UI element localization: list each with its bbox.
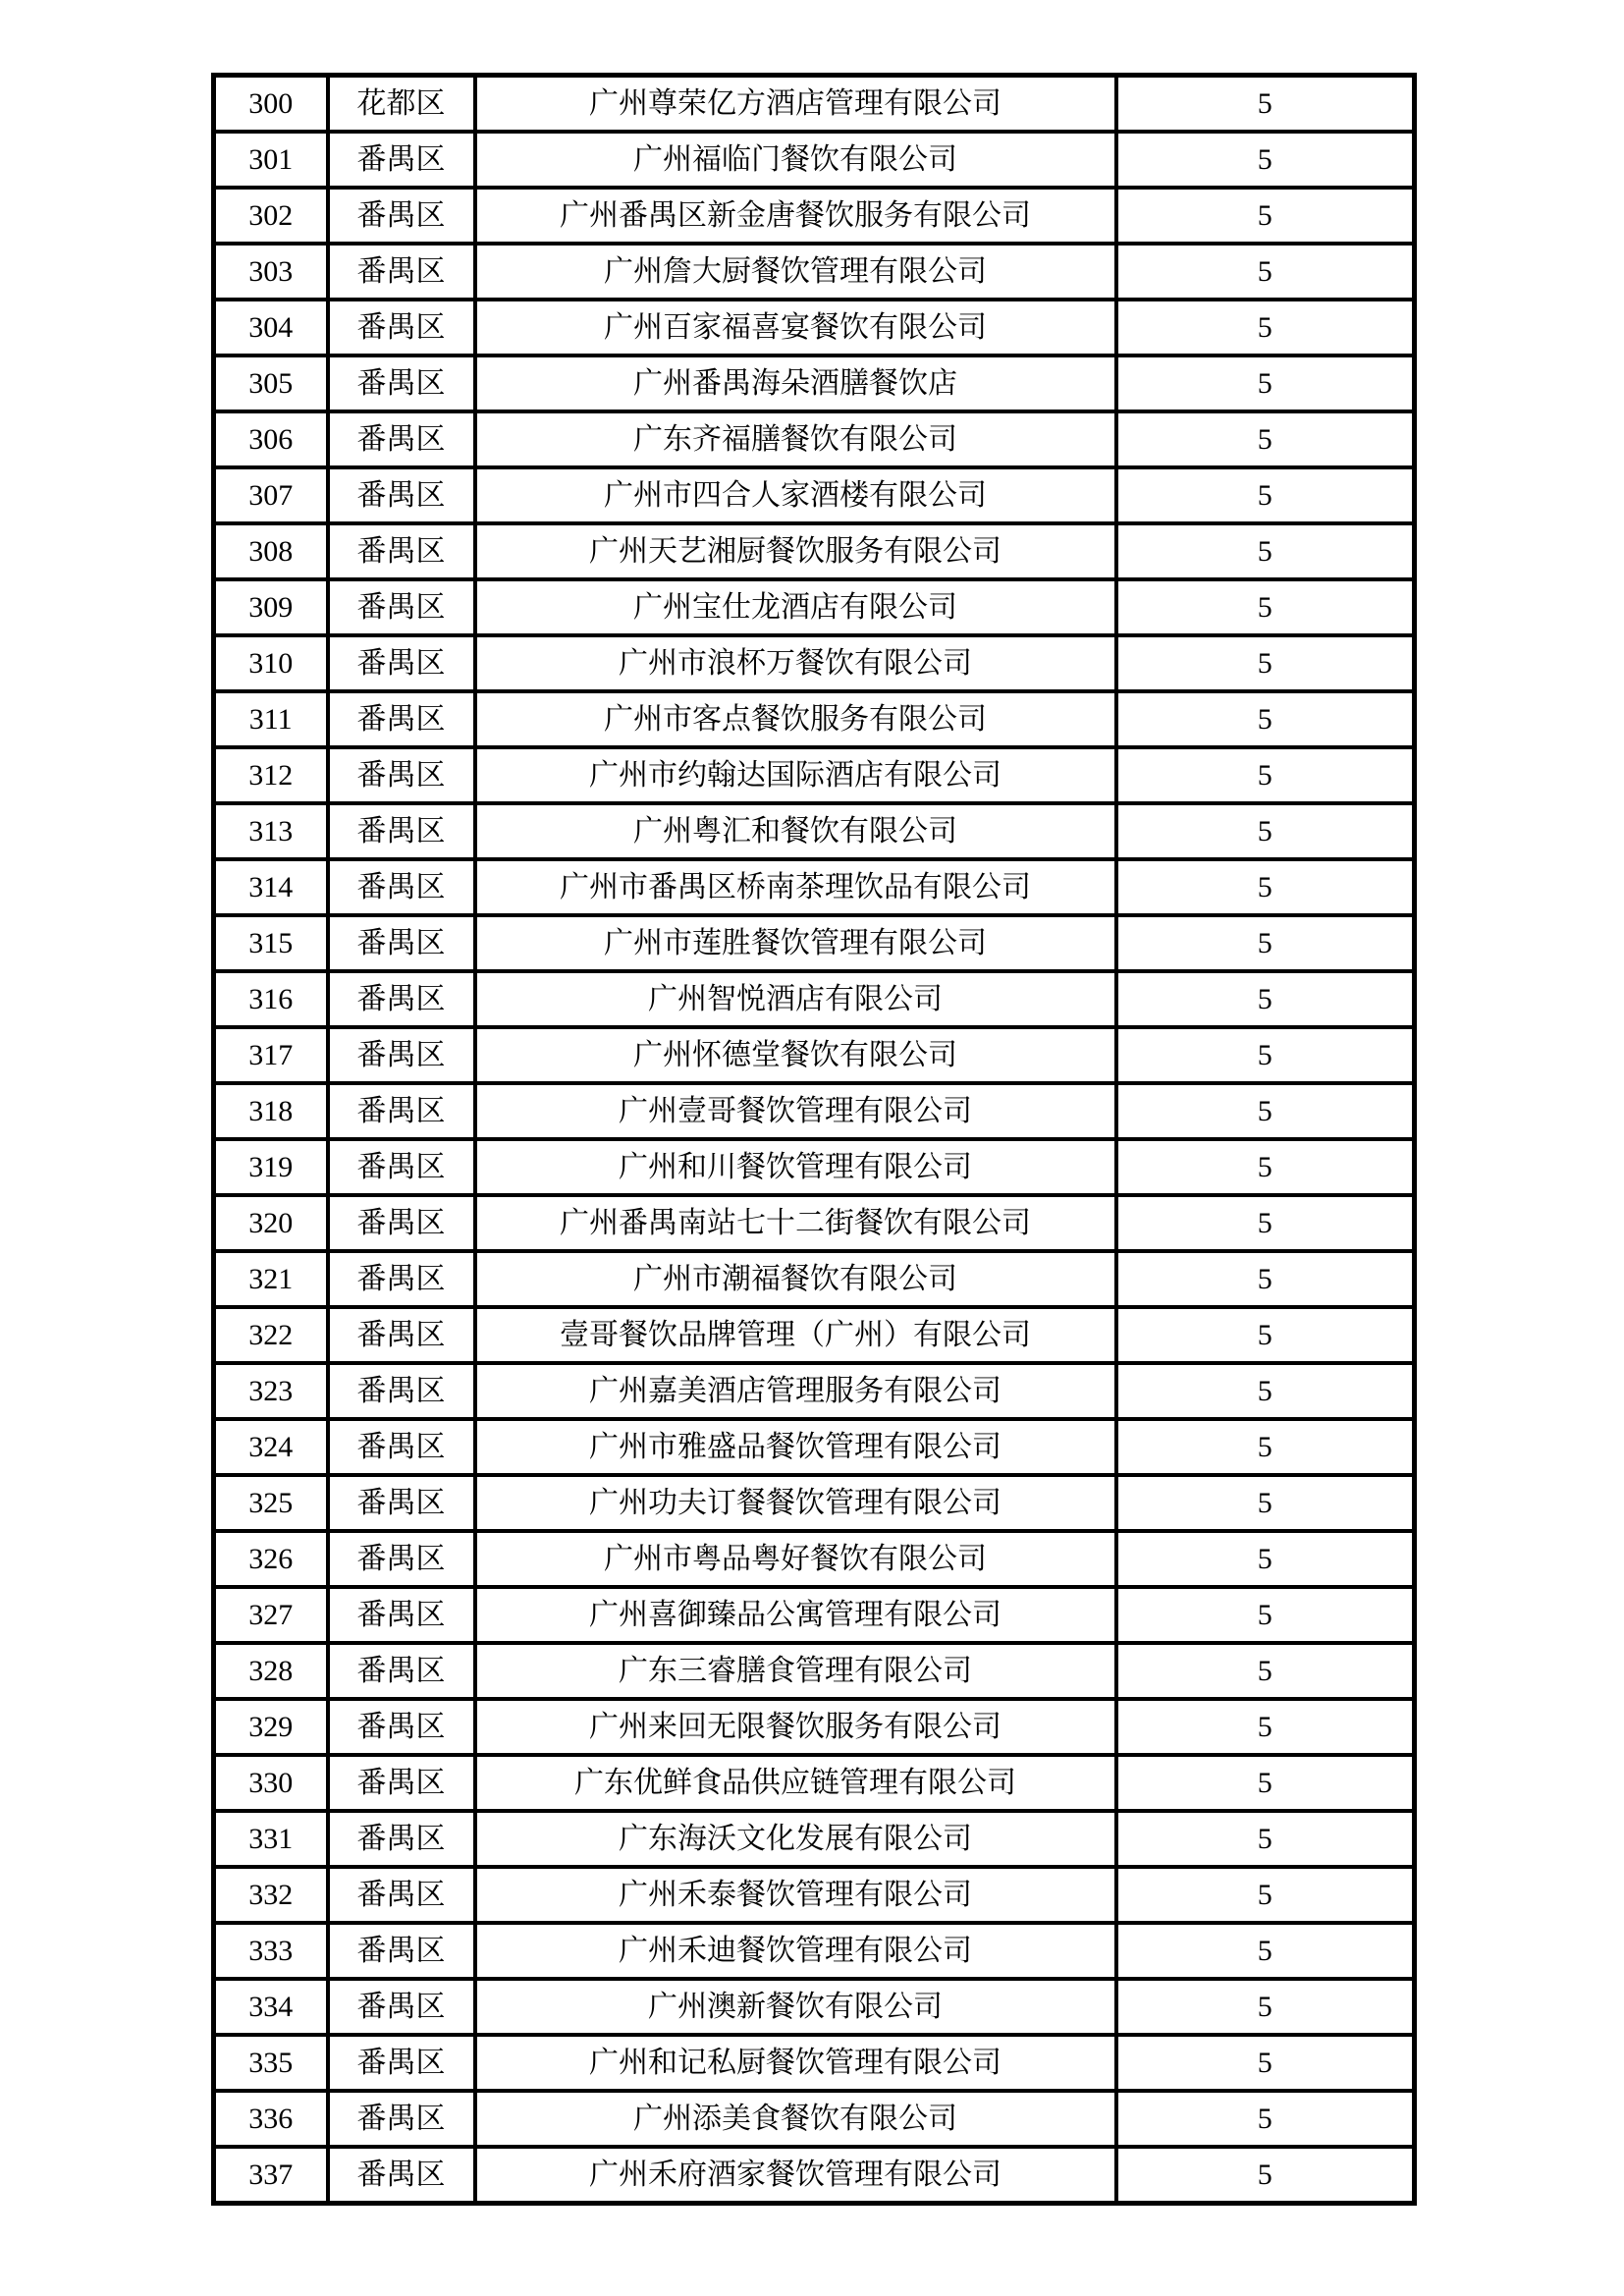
row-number-cell: 335 xyxy=(214,2035,328,2091)
row-number-cell: 336 xyxy=(214,2091,328,2147)
company-name-cell: 广州壹哥餐饮管理有限公司 xyxy=(475,1083,1116,1139)
score-cell: 5 xyxy=(1116,1363,1415,1419)
district-cell: 番禺区 xyxy=(328,1139,475,1195)
score-cell: 5 xyxy=(1116,1979,1415,2035)
score-cell: 5 xyxy=(1116,1811,1415,1867)
table-row xyxy=(214,1307,1415,1363)
district-cell: 番禺区 xyxy=(328,1027,475,1083)
row-number-cell: 304 xyxy=(214,300,328,355)
district-cell: 番禺区 xyxy=(328,747,475,803)
row-number-cell: 326 xyxy=(214,1531,328,1587)
table-row xyxy=(214,2035,1415,2091)
row-number-cell: 316 xyxy=(214,971,328,1027)
score-cell: 5 xyxy=(1116,1475,1415,1531)
company-name-cell: 广州市客点餐饮服务有限公司 xyxy=(475,691,1116,747)
table-row xyxy=(214,971,1415,1027)
district-cell: 番禺区 xyxy=(328,803,475,859)
row-number-cell: 328 xyxy=(214,1643,328,1699)
row-number-cell: 318 xyxy=(214,1083,328,1139)
district-cell: 番禺区 xyxy=(328,2035,475,2091)
district-cell: 番禺区 xyxy=(328,411,475,467)
table-row xyxy=(214,1475,1415,1531)
table-row xyxy=(214,1531,1415,1587)
table-row xyxy=(214,1979,1415,2035)
table-row xyxy=(214,1587,1415,1643)
district-cell: 番禺区 xyxy=(328,915,475,971)
score-cell: 5 xyxy=(1116,1027,1415,1083)
company-name-cell: 广州添美食餐饮有限公司 xyxy=(475,2091,1116,2147)
district-cell: 番禺区 xyxy=(328,1195,475,1251)
table-row xyxy=(214,300,1415,355)
table-row xyxy=(214,2091,1415,2147)
district-cell: 番禺区 xyxy=(328,1923,475,1979)
company-name-cell: 广州市雅盛品餐饮管理有限公司 xyxy=(475,1419,1116,1475)
table-row xyxy=(214,1643,1415,1699)
district-cell: 番禺区 xyxy=(328,355,475,411)
table-row xyxy=(214,355,1415,411)
district-cell: 番禺区 xyxy=(328,523,475,579)
score-cell: 5 xyxy=(1116,1531,1415,1587)
company-name-cell: 广州市四合人家酒楼有限公司 xyxy=(475,467,1116,523)
row-number-cell: 325 xyxy=(214,1475,328,1531)
row-number-cell: 311 xyxy=(214,691,328,747)
company-name-cell: 广州百家福喜宴餐饮有限公司 xyxy=(475,300,1116,355)
table-row xyxy=(214,635,1415,691)
row-number-cell: 312 xyxy=(214,747,328,803)
score-cell: 5 xyxy=(1116,1867,1415,1923)
table-row xyxy=(214,132,1415,188)
district-cell: 番禺区 xyxy=(328,1531,475,1587)
score-cell: 5 xyxy=(1116,1587,1415,1643)
district-cell: 番禺区 xyxy=(328,579,475,635)
score-cell: 5 xyxy=(1116,76,1415,133)
table-row xyxy=(214,411,1415,467)
score-cell: 5 xyxy=(1116,2035,1415,2091)
row-number-cell: 331 xyxy=(214,1811,328,1867)
score-cell: 5 xyxy=(1116,635,1415,691)
row-number-cell: 329 xyxy=(214,1699,328,1755)
table-row xyxy=(214,2147,1415,2204)
company-name-cell: 广州詹大厨餐饮管理有限公司 xyxy=(475,244,1116,300)
district-cell: 番禺区 xyxy=(328,971,475,1027)
company-name-cell: 广州智悦酒店有限公司 xyxy=(475,971,1116,1027)
table-row xyxy=(214,1811,1415,1867)
row-number-cell: 313 xyxy=(214,803,328,859)
row-number-cell: 303 xyxy=(214,244,328,300)
company-name-cell: 广州市莲胜餐饮管理有限公司 xyxy=(475,915,1116,971)
company-name-cell: 广州粤汇和餐饮有限公司 xyxy=(475,803,1116,859)
district-cell: 番禺区 xyxy=(328,1363,475,1419)
row-number-cell: 321 xyxy=(214,1251,328,1307)
district-cell: 番禺区 xyxy=(328,859,475,915)
district-cell: 花都区 xyxy=(328,76,475,133)
score-cell: 5 xyxy=(1116,691,1415,747)
district-cell: 番禺区 xyxy=(328,1251,475,1307)
row-number-cell: 334 xyxy=(214,1979,328,2035)
row-number-cell: 305 xyxy=(214,355,328,411)
table-row xyxy=(214,803,1415,859)
row-number-cell: 327 xyxy=(214,1587,328,1643)
company-name-cell: 广州和记私厨餐饮管理有限公司 xyxy=(475,2035,1116,2091)
district-cell: 番禺区 xyxy=(328,1755,475,1811)
score-cell: 5 xyxy=(1116,1643,1415,1699)
score-cell: 5 xyxy=(1116,244,1415,300)
company-name-cell: 广州来回无限餐饮服务有限公司 xyxy=(475,1699,1116,1755)
table-row xyxy=(214,915,1415,971)
table-row xyxy=(214,1419,1415,1475)
company-name-cell: 广州市粤品粤好餐饮有限公司 xyxy=(475,1531,1116,1587)
company-name-cell: 广州市浪杯万餐饮有限公司 xyxy=(475,635,1116,691)
score-cell: 5 xyxy=(1116,1307,1415,1363)
table-row xyxy=(214,1755,1415,1811)
row-number-cell: 320 xyxy=(214,1195,328,1251)
score-cell: 5 xyxy=(1116,803,1415,859)
row-number-cell: 308 xyxy=(214,523,328,579)
score-cell: 5 xyxy=(1116,747,1415,803)
score-cell: 5 xyxy=(1116,579,1415,635)
row-number-cell: 307 xyxy=(214,467,328,523)
table-row xyxy=(214,1923,1415,1979)
district-cell: 番禺区 xyxy=(328,1811,475,1867)
table-row xyxy=(214,1139,1415,1195)
score-cell: 5 xyxy=(1116,1251,1415,1307)
district-cell: 番禺区 xyxy=(328,244,475,300)
company-rating-table xyxy=(211,73,1417,2206)
company-name-cell: 广州市番禺区桥南茶理饮品有限公司 xyxy=(475,859,1116,915)
row-number-cell: 317 xyxy=(214,1027,328,1083)
district-cell: 番禺区 xyxy=(328,691,475,747)
district-cell: 番禺区 xyxy=(328,132,475,188)
row-number-cell: 310 xyxy=(214,635,328,691)
company-name-cell: 广东齐福膳餐饮有限公司 xyxy=(475,411,1116,467)
table-row xyxy=(214,1027,1415,1083)
company-name-cell: 广州福临门餐饮有限公司 xyxy=(475,132,1116,188)
score-cell: 5 xyxy=(1116,523,1415,579)
company-name-cell: 广州尊荣亿方酒店管理有限公司 xyxy=(475,76,1116,133)
company-name-cell: 广州怀德堂餐饮有限公司 xyxy=(475,1027,1116,1083)
score-cell: 5 xyxy=(1116,411,1415,467)
company-name-cell: 广州番禺南站七十二街餐饮有限公司 xyxy=(475,1195,1116,1251)
table-row xyxy=(214,747,1415,803)
district-cell: 番禺区 xyxy=(328,2147,475,2204)
district-cell: 番禺区 xyxy=(328,1979,475,2035)
table-row xyxy=(214,467,1415,523)
district-cell: 番禺区 xyxy=(328,467,475,523)
score-cell: 5 xyxy=(1116,1139,1415,1195)
district-cell: 番禺区 xyxy=(328,1307,475,1363)
district-cell: 番禺区 xyxy=(328,1587,475,1643)
company-name-cell: 壹哥餐饮品牌管理（广州）有限公司 xyxy=(475,1307,1116,1363)
company-name-cell: 广东三睿膳食管理有限公司 xyxy=(475,1643,1116,1699)
company-name-cell: 广州喜御臻品公寓管理有限公司 xyxy=(475,1587,1116,1643)
table-row xyxy=(214,1867,1415,1923)
score-cell: 5 xyxy=(1116,1699,1415,1755)
company-name-cell: 广州番禺海朵酒膳餐饮店 xyxy=(475,355,1116,411)
table-row xyxy=(214,244,1415,300)
score-cell: 5 xyxy=(1116,467,1415,523)
row-number-cell: 323 xyxy=(214,1363,328,1419)
score-cell: 5 xyxy=(1116,188,1415,244)
row-number-cell: 309 xyxy=(214,579,328,635)
row-number-cell: 301 xyxy=(214,132,328,188)
score-cell: 5 xyxy=(1116,1419,1415,1475)
district-cell: 番禺区 xyxy=(328,1867,475,1923)
company-name-cell: 广州天艺湘厨餐饮服务有限公司 xyxy=(475,523,1116,579)
table-row xyxy=(214,1195,1415,1251)
table-row xyxy=(214,188,1415,244)
score-cell: 5 xyxy=(1116,132,1415,188)
company-name-cell: 广州禾泰餐饮管理有限公司 xyxy=(475,1867,1116,1923)
table-row xyxy=(214,579,1415,635)
district-cell: 番禺区 xyxy=(328,2091,475,2147)
table-row xyxy=(214,1363,1415,1419)
row-number-cell: 314 xyxy=(214,859,328,915)
district-cell: 番禺区 xyxy=(328,1083,475,1139)
score-cell: 5 xyxy=(1116,1083,1415,1139)
row-number-cell: 319 xyxy=(214,1139,328,1195)
score-cell: 5 xyxy=(1116,1923,1415,1979)
company-name-cell: 广州市潮福餐饮有限公司 xyxy=(475,1251,1116,1307)
row-number-cell: 333 xyxy=(214,1923,328,1979)
company-name-cell: 广州禾迪餐饮管理有限公司 xyxy=(475,1923,1116,1979)
row-number-cell: 324 xyxy=(214,1419,328,1475)
company-name-cell: 广州禾府酒家餐饮管理有限公司 xyxy=(475,2147,1116,2204)
table-row xyxy=(214,691,1415,747)
row-number-cell: 322 xyxy=(214,1307,328,1363)
table-row xyxy=(214,76,1415,133)
score-cell: 5 xyxy=(1116,2091,1415,2147)
row-number-cell: 315 xyxy=(214,915,328,971)
company-name-cell: 广东优鲜食品供应链管理有限公司 xyxy=(475,1755,1116,1811)
score-cell: 5 xyxy=(1116,859,1415,915)
district-cell: 番禺区 xyxy=(328,1643,475,1699)
district-cell: 番禺区 xyxy=(328,188,475,244)
table-row xyxy=(214,1699,1415,1755)
company-name-cell: 广州功夫订餐餐饮管理有限公司 xyxy=(475,1475,1116,1531)
district-cell: 番禺区 xyxy=(328,635,475,691)
score-cell: 5 xyxy=(1116,915,1415,971)
score-cell: 5 xyxy=(1116,1195,1415,1251)
table-row xyxy=(214,1251,1415,1307)
score-cell: 5 xyxy=(1116,355,1415,411)
table-row xyxy=(214,1083,1415,1139)
row-number-cell: 300 xyxy=(214,76,328,133)
company-name-cell: 广东海沃文化发展有限公司 xyxy=(475,1811,1116,1867)
company-name-cell: 广州番禺区新金唐餐饮服务有限公司 xyxy=(475,188,1116,244)
district-cell: 番禺区 xyxy=(328,300,475,355)
company-name-cell: 广州宝仕龙酒店有限公司 xyxy=(475,579,1116,635)
score-cell: 5 xyxy=(1116,971,1415,1027)
row-number-cell: 306 xyxy=(214,411,328,467)
company-name-cell: 广州市约翰达国际酒店有限公司 xyxy=(475,747,1116,803)
row-number-cell: 302 xyxy=(214,188,328,244)
table-row xyxy=(214,523,1415,579)
company-name-cell: 广州嘉美酒店管理服务有限公司 xyxy=(475,1363,1116,1419)
table-row xyxy=(214,859,1415,915)
score-cell: 5 xyxy=(1116,300,1415,355)
district-cell: 番禺区 xyxy=(328,1419,475,1475)
district-cell: 番禺区 xyxy=(328,1699,475,1755)
table-body xyxy=(214,76,1415,2204)
company-name-cell: 广州澳新餐饮有限公司 xyxy=(475,1979,1116,2035)
row-number-cell: 330 xyxy=(214,1755,328,1811)
row-number-cell: 337 xyxy=(214,2147,328,2204)
district-cell: 番禺区 xyxy=(328,1475,475,1531)
company-name-cell: 广州和川餐饮管理有限公司 xyxy=(475,1139,1116,1195)
row-number-cell: 332 xyxy=(214,1867,328,1923)
score-cell: 5 xyxy=(1116,1755,1415,1811)
score-cell: 5 xyxy=(1116,2147,1415,2204)
